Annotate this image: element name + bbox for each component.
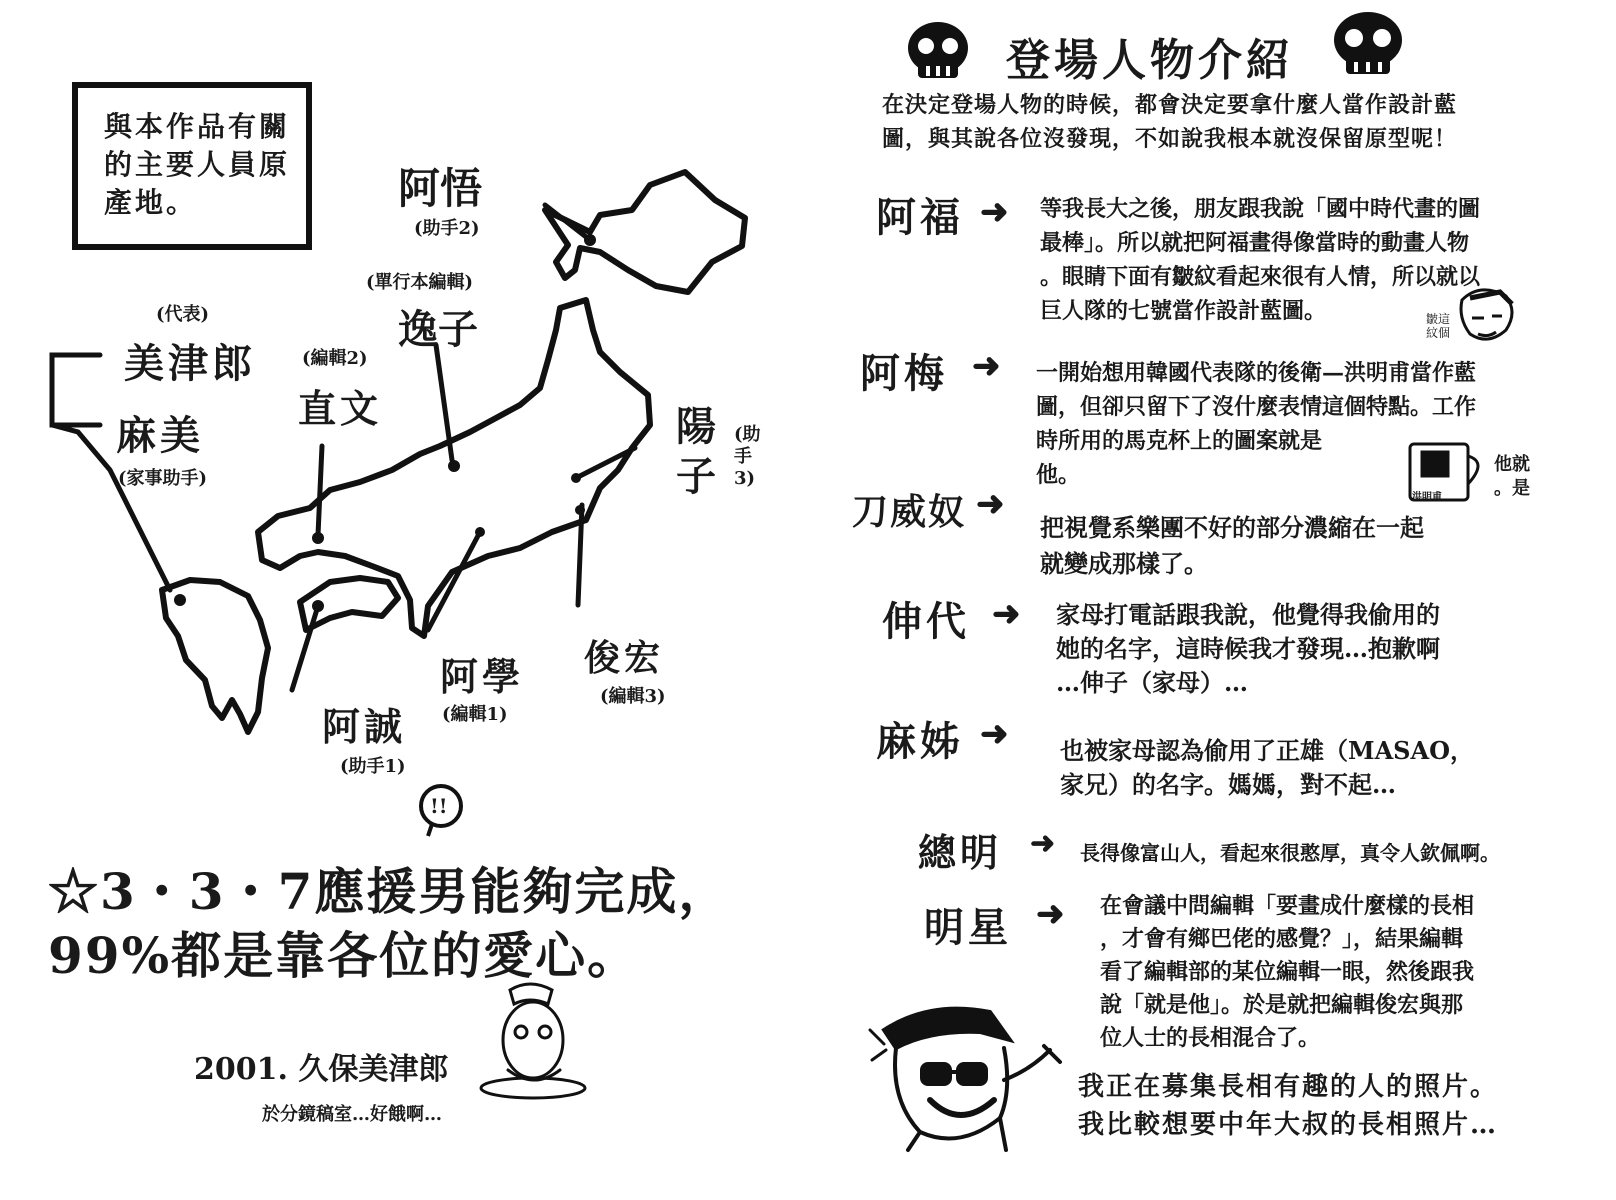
character-description — [1056, 598, 1440, 700]
skull-icon-right — [1334, 12, 1402, 74]
exclaim-text: !! — [430, 794, 448, 818]
closing-line-2: 我比較想要中年大叔的長相照片… — [1078, 1110, 1499, 1140]
label-acheng-role: (助手1) — [340, 756, 406, 777]
closing-line-1: 我正在募集長相有趣的人的照片。 — [1078, 1072, 1499, 1102]
character-description — [1080, 838, 1500, 868]
author-bandana-drawing — [870, 1009, 1060, 1150]
description-line: 把視覺系樂團不好的部分濃縮在一起 — [1040, 513, 1424, 542]
hokkaido-outline — [545, 172, 745, 292]
mug-text: 洪明甫 — [1412, 492, 1442, 503]
arrow-icon: ➜ — [972, 346, 1001, 386]
dot-mitsuro — [174, 594, 186, 606]
dot-agou — [584, 234, 596, 246]
note-box-text: 與本作品有關的主要人員原產地。 — [104, 110, 291, 219]
mug-note-1: 他就 — [1494, 454, 1530, 475]
description-line: 時所用的馬克杯上的圖案就是 — [1036, 428, 1323, 454]
description-line: 家母打電話跟我說，他覺得我偷用的 — [1056, 600, 1440, 629]
label-mami: 麻美 — [116, 412, 204, 459]
label-mitsuro: 美津郎 — [124, 340, 256, 387]
label-axue: 阿學 — [440, 654, 525, 699]
description-line: 就變成那樣了。 — [1040, 549, 1208, 578]
description-line: 說「就是他」。於是就把編輯俊宏與那 — [1100, 992, 1464, 1018]
label-axue-role: (編輯1) — [442, 704, 508, 725]
label-zhiwen: 直文 — [298, 386, 383, 431]
label-acheng: 阿誠 — [322, 704, 407, 749]
label-yizi: 逸子 — [398, 306, 478, 353]
signature: 2001. 久保美津郎 — [194, 1052, 449, 1087]
mug-note-2: 。是 — [1494, 478, 1530, 499]
dot-yizi — [448, 460, 460, 472]
axue-pointer — [428, 532, 480, 630]
character-description — [1040, 510, 1424, 582]
character-description — [1040, 192, 1480, 328]
description-line: 她的名字，這時候我才發現…抱歉啊 — [1056, 634, 1440, 663]
character-name: 阿梅 — [860, 350, 948, 397]
character-description — [1100, 890, 1474, 1055]
face-note: 皺這紋個 — [1426, 312, 1451, 340]
character-name: 阿福 — [876, 194, 964, 241]
arrow-icon: ➜ — [980, 714, 1009, 754]
label-yizi-role: (單行本編輯) — [366, 272, 474, 293]
dot-junhong — [575, 505, 585, 515]
arrow-icon: ➜ — [976, 484, 1005, 524]
page-title: 登場人物介紹 — [1006, 35, 1294, 86]
thanks-line-2: 99%都是靠各位的愛心。 — [48, 926, 640, 985]
thanks-line-1: ☆3・3・7應援男能夠完成， — [48, 862, 731, 921]
mitsuro-bracket — [52, 355, 100, 425]
description-line: 。眼睛下面有皺紋看起來很有人情，所以就以 — [1040, 264, 1481, 290]
description-line: …伸子（家母）… — [1056, 668, 1248, 697]
dot-zhiwen — [312, 532, 324, 544]
description-line: 巨人隊的七號當作設計藍圖。 — [1040, 298, 1327, 324]
description-line: 在會議中問編輯「要畫成什麼樣的長相 — [1100, 893, 1475, 919]
character-name: 明星 — [924, 904, 1012, 951]
description-line: 也被家母認為偷用了正雄（MASAO， — [1060, 736, 1475, 765]
dot-yangzi — [571, 473, 581, 483]
author-chibi-drawing — [481, 984, 585, 1098]
arrow-icon: ➜ — [980, 192, 1009, 232]
description-line: 他。 — [1036, 462, 1081, 488]
yangzi-pointer — [576, 448, 635, 478]
skull-icon-left — [908, 22, 968, 78]
character-name: 伸代 — [882, 598, 970, 645]
arrow-icon: ➜ — [992, 594, 1021, 634]
description-line: 家兄）的名字。媽媽，對不起… — [1060, 770, 1396, 799]
description-line: 長得像富山人，看起來很憨厚，真令人欽佩啊。 — [1080, 841, 1500, 865]
character-name: 刀威奴 — [852, 491, 967, 533]
arrow-icon: ➜ — [1030, 826, 1056, 861]
dot-axue — [475, 527, 485, 537]
label-mami-role: (家事助手) — [118, 468, 208, 489]
label-bianji2: (編輯2) — [302, 348, 368, 369]
description-line: 等我長大之後，朋友跟我說「國中時代畫的圖 — [1040, 196, 1481, 222]
intro-line-2: 圖，與其說各位沒發現，不如說我根本就沒保留原型呢！ — [882, 126, 1458, 152]
label-junhong: 俊宏 — [584, 637, 665, 679]
description-line: ，才會有鄉巴佬的感覺？」，結果編輯 — [1100, 926, 1464, 952]
label-agou: 阿悟 — [398, 164, 483, 213]
label-yangzi-role: (助手3) — [734, 424, 761, 489]
character-name: 麻姊 — [876, 718, 964, 765]
arrow-icon: ➜ — [1036, 894, 1065, 934]
description-line: 一開始想用韓國代表隊的後衛—洪明甫當作藍 — [1036, 360, 1477, 386]
dot-acheng — [312, 600, 324, 612]
label-agou-role: (助手2) — [414, 218, 480, 239]
character-description — [1036, 356, 1476, 492]
signature-note: 於分鏡稿室…好餓啊… — [262, 1104, 442, 1125]
intro-line-1: 在決定登場人物的時候，都會決定要拿什麼人當作設計藍 — [882, 92, 1458, 118]
label-junhong-role: (編輯3) — [600, 686, 666, 707]
character-description — [1060, 734, 1474, 802]
description-line: 最棒」。所以就把阿福畫得像當時的動畫人物 — [1040, 230, 1470, 256]
label-daibiao: (代表) — [156, 304, 210, 325]
description-line: 圖，但卻只留下了沒什麼表情這個特點。工作 — [1036, 394, 1477, 420]
character-name: 總明 — [918, 830, 1003, 875]
label-yangzi: 陽子 — [676, 403, 716, 500]
description-line: 位人士的長相混合了。 — [1100, 1025, 1321, 1051]
zhiwen-pointer — [318, 446, 322, 535]
description-line: 看了編輯部的某位編輯一眼，然後跟我 — [1100, 959, 1475, 985]
